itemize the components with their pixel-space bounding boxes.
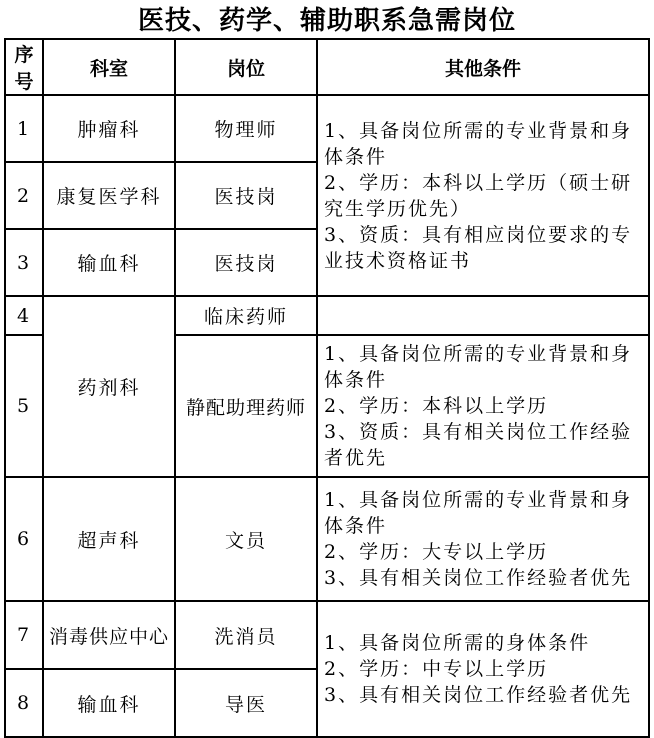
condition-line: 2、学历：本科以上学历（硕士研究生学历优先） xyxy=(324,171,633,220)
condition-line: 3、资质：具有相应岗位要求的专业技术资格证书 xyxy=(324,223,633,272)
table-row xyxy=(5,95,649,162)
table-header-row xyxy=(5,39,649,95)
row-dept: 输血科 xyxy=(43,229,175,296)
row-post: 物理师 xyxy=(175,95,317,162)
condition-line: 1、具备岗位所需的专业背景和身体条件 xyxy=(324,489,633,537)
row-conditions xyxy=(317,95,649,296)
condition-line: 3、具有相关岗位工作经验者优先 xyxy=(324,684,633,706)
table-row xyxy=(5,477,649,601)
table-row xyxy=(5,601,649,669)
row-dept: 超声科 xyxy=(43,477,175,601)
row-post: 静配助理药师 xyxy=(175,335,317,477)
row-seq: 6 xyxy=(5,477,43,601)
row-seq: 8 xyxy=(5,669,43,737)
table-row xyxy=(5,296,649,335)
row-seq: 5 xyxy=(5,335,43,477)
row-post: 医技岗 xyxy=(175,229,317,296)
condition-line: 2、学历：中专以上学历 xyxy=(324,658,549,680)
row-seq: 2 xyxy=(5,162,43,229)
header-dept: 科室 xyxy=(43,39,175,95)
row-dept: 肿瘤科 xyxy=(43,95,175,162)
row-dept: 药剂科 xyxy=(43,296,175,477)
positions-table xyxy=(4,38,650,738)
condition-line: 3、资质：具有相关岗位工作经验者优先 xyxy=(324,421,633,469)
condition-line: 2、学历：本科以上学历 xyxy=(324,395,549,417)
condition-line: 3、具有相关岗位工作经验者优先 xyxy=(324,567,633,589)
row-seq: 1 xyxy=(5,95,43,162)
condition-line: 2、学历：大专以上学历 xyxy=(324,541,549,563)
row-conditions-empty xyxy=(317,296,649,335)
condition-line: 1、具备岗位所需的专业背景和身体条件 xyxy=(324,119,633,168)
header-seq: 序号 xyxy=(5,39,43,95)
row-post: 医技岗 xyxy=(175,162,317,229)
row-post: 洗消员 xyxy=(175,601,317,669)
row-conditions xyxy=(317,601,649,737)
row-post: 导医 xyxy=(175,669,317,737)
header-cond: 其他条件 xyxy=(317,39,649,95)
condition-line: 1、具备岗位所需的身体条件 xyxy=(324,632,591,654)
row-conditions xyxy=(317,477,649,601)
row-dept: 消毒供应中心 xyxy=(43,601,175,669)
row-seq: 7 xyxy=(5,601,43,669)
row-dept: 康复医学科 xyxy=(43,162,175,229)
row-conditions xyxy=(317,335,649,477)
row-post: 临床药师 xyxy=(175,296,317,335)
row-post: 文员 xyxy=(175,477,317,601)
row-seq: 4 xyxy=(5,296,43,335)
row-dept: 输血科 xyxy=(43,669,175,737)
header-post: 岗位 xyxy=(175,39,317,95)
condition-line: 1、具备岗位所需的专业背景和身体条件 xyxy=(324,343,633,391)
page-title: 医技、药学、辅助职系急需岗位 xyxy=(137,6,516,36)
row-seq: 3 xyxy=(5,229,43,296)
